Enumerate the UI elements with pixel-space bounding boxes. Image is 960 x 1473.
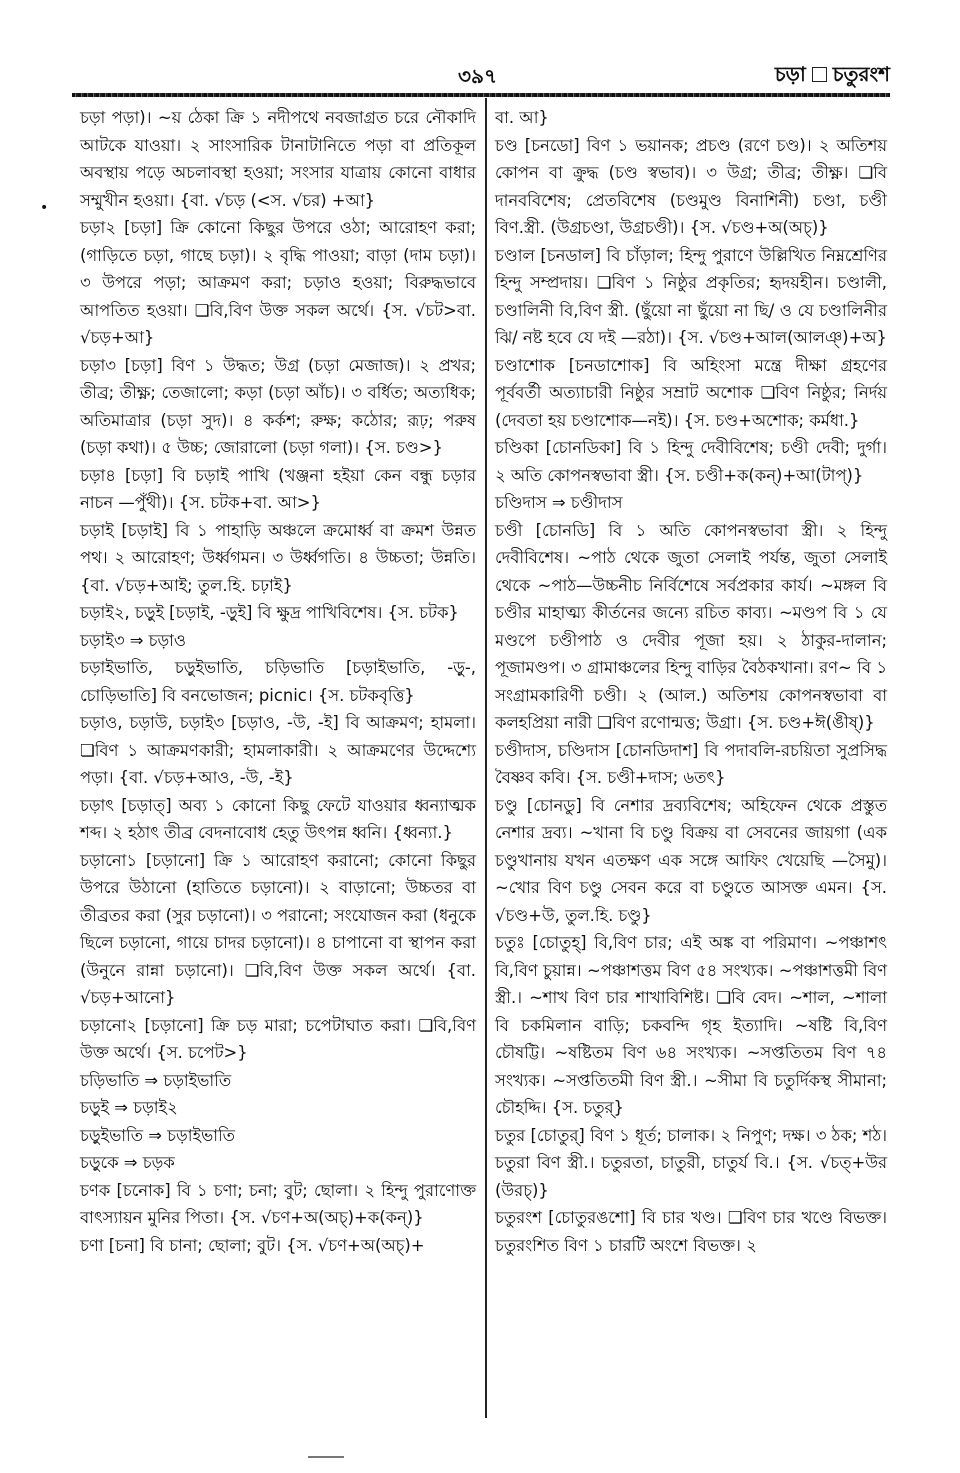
entry: চড়ুইভাতি ⇒ চড়াইভাতি <box>80 1125 235 1145</box>
guide-box-icon <box>812 67 827 82</box>
entry: চড়াই [চড়াই] বি ১ পাহাড়ি অঞ্চলে ক্রমোর্ধ্ব বা ক্রমশ উন্নত পথ। ২ আরোহণ; উর্ধ্বগমন। ৩ উর্ধ্বগতি। ৪ উচ্চতা; উন্নতি। {বা. √চড়+আই; তুল.হি. চঢ়াই} <box>80 520 476 595</box>
guide-word-first: চড়া <box>774 62 806 86</box>
entry: চড়ুই ⇒ চড়াই২ <box>80 1098 178 1117</box>
entry: চড়াও, চড়াউ, চড়াই৩ [চড়াও, -উ, -ই] বি আক্রমণ; হামলা। ❏বিণ ১ আক্রমণকারী; হামলাকারী। ২ আক্রমণের উদ্দেশ্যে পড়া। {বা. √চড়+আও, -উ, -ই} <box>80 713 476 787</box>
entry: বা. আ} <box>495 108 549 127</box>
entry: চড়াইভাতি, চড়ুইভাতি, চড়িভাতি [চড়াইভাতি, -ড়ু-, চোড়িভাতি] বি বনভোজন; picnic। {স. চটকবৃত্তি} <box>80 658 476 705</box>
guide-words <box>775 60 890 93</box>
entry: চণ্ডিদাস ⇒ চণ্ডীদাস <box>495 493 623 512</box>
entry: চতুঃ [চোতুহ্] বি,বিণ চার; এই অঙ্ক বা পরিমাণ। ~পঞ্চাশৎ বি,বিণ চুয়ান্ন। ~পঞ্চাশত্তম বিণ ৫৪ সংখ্যক। ~পঞ্চাশত্তমী বিণ স্ত্রী.। ~শাখ বিণ চার শাখাবিশিষ্ট। ❏বি বেদ। ~শাল, ~শালা বি চকমিলান বাড়ি; চকবন্দি গৃহ ইত্যাদি। ~ষষ্টি বি,বিণ চৌষট্টি। ~ষষ্টিতম বিণ ৬৪ সংখ্যক। ~সপ্ততিতম বিণ ৭৪ সংখ্যক। ~সপ্ততিতমী বিণ স্ত্রী.। ~সীমা বি চতুর্দিকস্থ সীমানা; চৌহদ্দি। {স. চতুর্} <box>495 933 887 1117</box>
page-header <box>0 58 960 92</box>
entry: চড়া৩ [চড়া] বিণ ১ উদ্ধত; উগ্র (চড়া মেজাজ)। ২ প্রখর; তীব্র; তীক্ষ্ণ; তেজালো; কড়া (চড়া আঁচ)। ৩ বর্ধিত; অত্যধিক; অতিমাত্রার (চড়া সুদ)। ৪ কর্কশ; রুক্ষ; কঠোর; রূঢ়; পরুষ (চড়া কথা)। ৫ উচ্চ; জোরালো (চড়া গলা)। {স. চণ্ড>} <box>80 355 476 457</box>
entry: চণ্ডীদাস, চণ্ডিদাস [চোনডিদাশ] বি পদাবলি-রচয়িতা সুপ্রসিদ্ধ বৈষ্ণব কবি। {স. চণ্ডী+দাস; ৬তৎ} <box>495 740 887 787</box>
entry: চড়াৎ [চড়াত্] অব্য ১ কোনো কিছু ফেটে যাওয়ার ধ্বন্যাত্মক শব্দ। ২ হঠাৎ তীব্র বেদনাবোধ হেতু উৎপন্ন ধ্বনি। {ধ্বন্যা.} <box>80 795 476 842</box>
entry: চণক [চনোক] বি ১ চণা; চনা; বুট; ছোলা। ২ হিন্দু পুরাণোক্ত বাৎস্যায়ন মুনির পিতা। {স. √চণ+অ(অচ্)+ক(কন্)} <box>80 1180 476 1227</box>
page-number: ৩৯৭ <box>458 64 497 88</box>
entry: চড়ানো১ [চড়ানো] ক্রি ১ আরোহণ করানো; কোনো কিছুর উপরে উঠানো (হাতিতে চড়ানো)। ২ বাড়ানো; উচ্চতর বা তীব্রতর করা (সুর চড়ানো)। ৩ পরানো; সংযোজন করা (ধনুকে ছিলে চড়ানো, গায়ে চাদর চড়ানো)। ৪ চাপানো বা স্থাপন করা (উনুনে রান্না চড়ানো)। ❏বি,বিণ উক্ত সকল অর্থে। {বা. √চড়+আনো} <box>80 850 476 1007</box>
left-column <box>80 104 476 1259</box>
entry: চড়িভাতি ⇒ চড়াইভাতি <box>80 1070 232 1090</box>
entry: চণ্ডু [চোনডু] বি নেশার দ্রব্যবিশেষ; অহিফেন থেকে প্রস্তুত নেশার দ্রব্য। ~খানা বি চণ্ডু বিক্রয় বা সেবনের জায়গা (এক চণ্ডুখানায় যখন এতক্ষণ এক সঙ্গে আফিং খেয়েছি —সৈমু)। ~খোর বিণ চণ্ডু সেবন করে বা চণ্ডুতে আসক্ত এমন। {স. √চণ্ড+উ, তুল.হি. চণ্ডু} <box>495 795 887 925</box>
entry: চণ্ডী [চোনডি] বি ১ অতি কোপনস্বভাবা স্ত্রী। ২ হিন্দু দেবীবিশেষ। ~পাঠ থেকে জুতা সেলাই পর্যন্ত, জুতা সেলাই থেকে ~পাঠ—উচ্চনীচ নির্বিশেষে সর্বপ্রকার কার্য। ~মঙ্গল বি চণ্ডীর মাহাত্ম্য কীর্তনের জন্যে রচিত কাব্য। ~মণ্ডপ বি ১ যে মণ্ডপে চণ্ডীপাঠ ও দেবীর পূজা হয়। ২ ঠাকুর-দালান; পূজামণ্ডপ। ৩ গ্রামাঞ্চলের হিন্দু বাড়ির বৈঠকখানা। রণ~ বি ১ সংগ্রামকারিণী চণ্ডী। ২ (আল.) অতিশয় কোপনস্বভাবা বা কলহপ্রিয়া নারী ❏বিণ রণোন্মত্ত; উগ্রা। {স. চণ্ড+ঈ(ঙীষ্)} <box>495 520 887 732</box>
entry: চড়া২ [চড়া] ক্রি কোনো কিছুর উপরে ওঠা; আরোহণ করা; (গাড়িতে চড়া, গাছে চড়া)। ২ বৃদ্ধি পাওয়া; বাড়া (দাম চড়া)। ৩ উপরে পড়া; আক্রমণ করা; চড়াও হওয়া; বিরুদ্ধভাবে আপতিত হওয়া। ❏বি,বিণ উক্ত সকল অর্থে। {স. √চট>বা. √চড়+আ} <box>80 218 476 347</box>
entry: চড়ুকে ⇒ চড়ক <box>80 1153 175 1172</box>
entry: চড়া৪ [চড়া] বি চড়াই পাখি (খঞ্জনা হইয়া কেন বন্ধু চড়ার নাচন —পুঁথী)। {স. চটক+বা. আ>} <box>80 465 476 512</box>
entry: চড়ানো২ [চড়ানো] ক্রি চড় মারা; চপেটাঘাত করা। ❏বি,বিণ উক্ত অর্থে। {স. চপেট>} <box>80 1015 476 1062</box>
header-rule <box>72 93 890 97</box>
footer-mark <box>308 1456 344 1458</box>
entry: চণ্ড [চনডো] বিণ ১ ভয়ানক; প্রচণ্ড (রণে চণ্ড)। ২ অতিশয় কোপন বা ক্রুদ্ধ (চণ্ড স্বভাব)। ৩ উগ্র; তীব্র; তীক্ষ্ণ। ❏বি দানববিশেষ; প্রেতবিশেষ (চণ্ডমুণ্ড বিনাশিনী) চণ্ডা, চণ্ডী বিণ.স্ত্রী. (উগ্রচণ্ডা, উগ্রচণ্ডী)। {স. √চণ্ড+অ(অচ্)} <box>495 135 887 237</box>
entry: চতুরংশ [চোতুরঙশো] বি চার খণ্ড। ❏বিণ চার খণ্ডে বিভক্ত। চতুরংশিত বিণ ১ চারটি অংশে বিভক্ত। ২ <box>495 1208 887 1255</box>
guide-word-last: চতুরংশ <box>832 62 890 86</box>
entry: চড়া পড়া)। ~য় ঠেকা ক্রি ১ নদীপথে নবজাগ্রত চরে নৌকাদি আটকে যাওয়া। ২ সাংসারিক টানাটানিতে পড়া বা প্রতিকূল অবস্থায় পড়ে অচলাবস্থা হওয়া; সংসার যাত্রায় কোনো বাধার সম্মুখীন হওয়া। {বা. √চড় (<স. √চর) +আ} <box>80 108 476 210</box>
right-column <box>495 104 887 1259</box>
entry: চতুর [চোতুর্] বিণ ১ ধূর্ত; চালাক। ২ নিপুণ; দক্ষ। ৩ ঠক; শঠ। চতুরা বিণ স্ত্রী.। চতুরতা, চাতুরী, চাতুর্য বি.। {স. √চত্+উর (উরচ্)} <box>495 1125 887 1200</box>
entry: চণ্ডিকা [চোনডিকা] বি ১ হিন্দু দেবীবিশেষ; চণ্ডী দেবী; দুর্গা। ২ অতি কোপনস্বভাবা স্ত্রী। {স. চণ্ডী+ক(কন্)+আ(টাপ্)} <box>495 438 887 485</box>
entry: চড়াই৩ ⇒ চড়াও <box>80 630 187 650</box>
entry: চড়াই২, চড়ুই [চড়াই, -ড়ুই] বি ক্ষুদ্র পাখিবিশেষ। {স. চটক} <box>80 603 459 622</box>
margin-mark: • <box>40 200 49 216</box>
column-divider <box>485 98 487 1418</box>
entry: চণ্ডাল [চনডাল] বি চাঁড়াল; হিন্দু পুরাণে উল্লিখিত নিম্নশ্রেণির হিন্দু সম্প্রদায়। ❏বিণ ১ নিষ্ঠুর প্রকৃতির; হৃদয়হীন। চণ্ডালী, চণ্ডালিনী বি,বিণ স্ত্রী. (ছুঁয়ো না ছুঁয়ো না ছি/ ও যে চণ্ডালিনীর ঝি/ নষ্ট হবে যে দই —রঠা)। {স. √চণ্ড+আল(আলঞ্)+অ} <box>495 245 887 347</box>
entry: চণ্ডাশোক [চনডাশোক] বি অহিংসা মন্ত্রে দীক্ষা গ্রহণের পূর্ববর্তী অত্যাচারী নিষ্ঠুর সম্রাট অশোক ❏বিণ নিষ্ঠুর; নির্দয় (দেবতা হয় চণ্ডাশোক—নই)। {স. চণ্ড+অশোক; কর্মধা.} <box>495 355 887 430</box>
entry: চণা [চনা] বি চানা; ছোলা; বুট। {স. √চণ+অ(অচ্)+ <box>80 1235 425 1255</box>
